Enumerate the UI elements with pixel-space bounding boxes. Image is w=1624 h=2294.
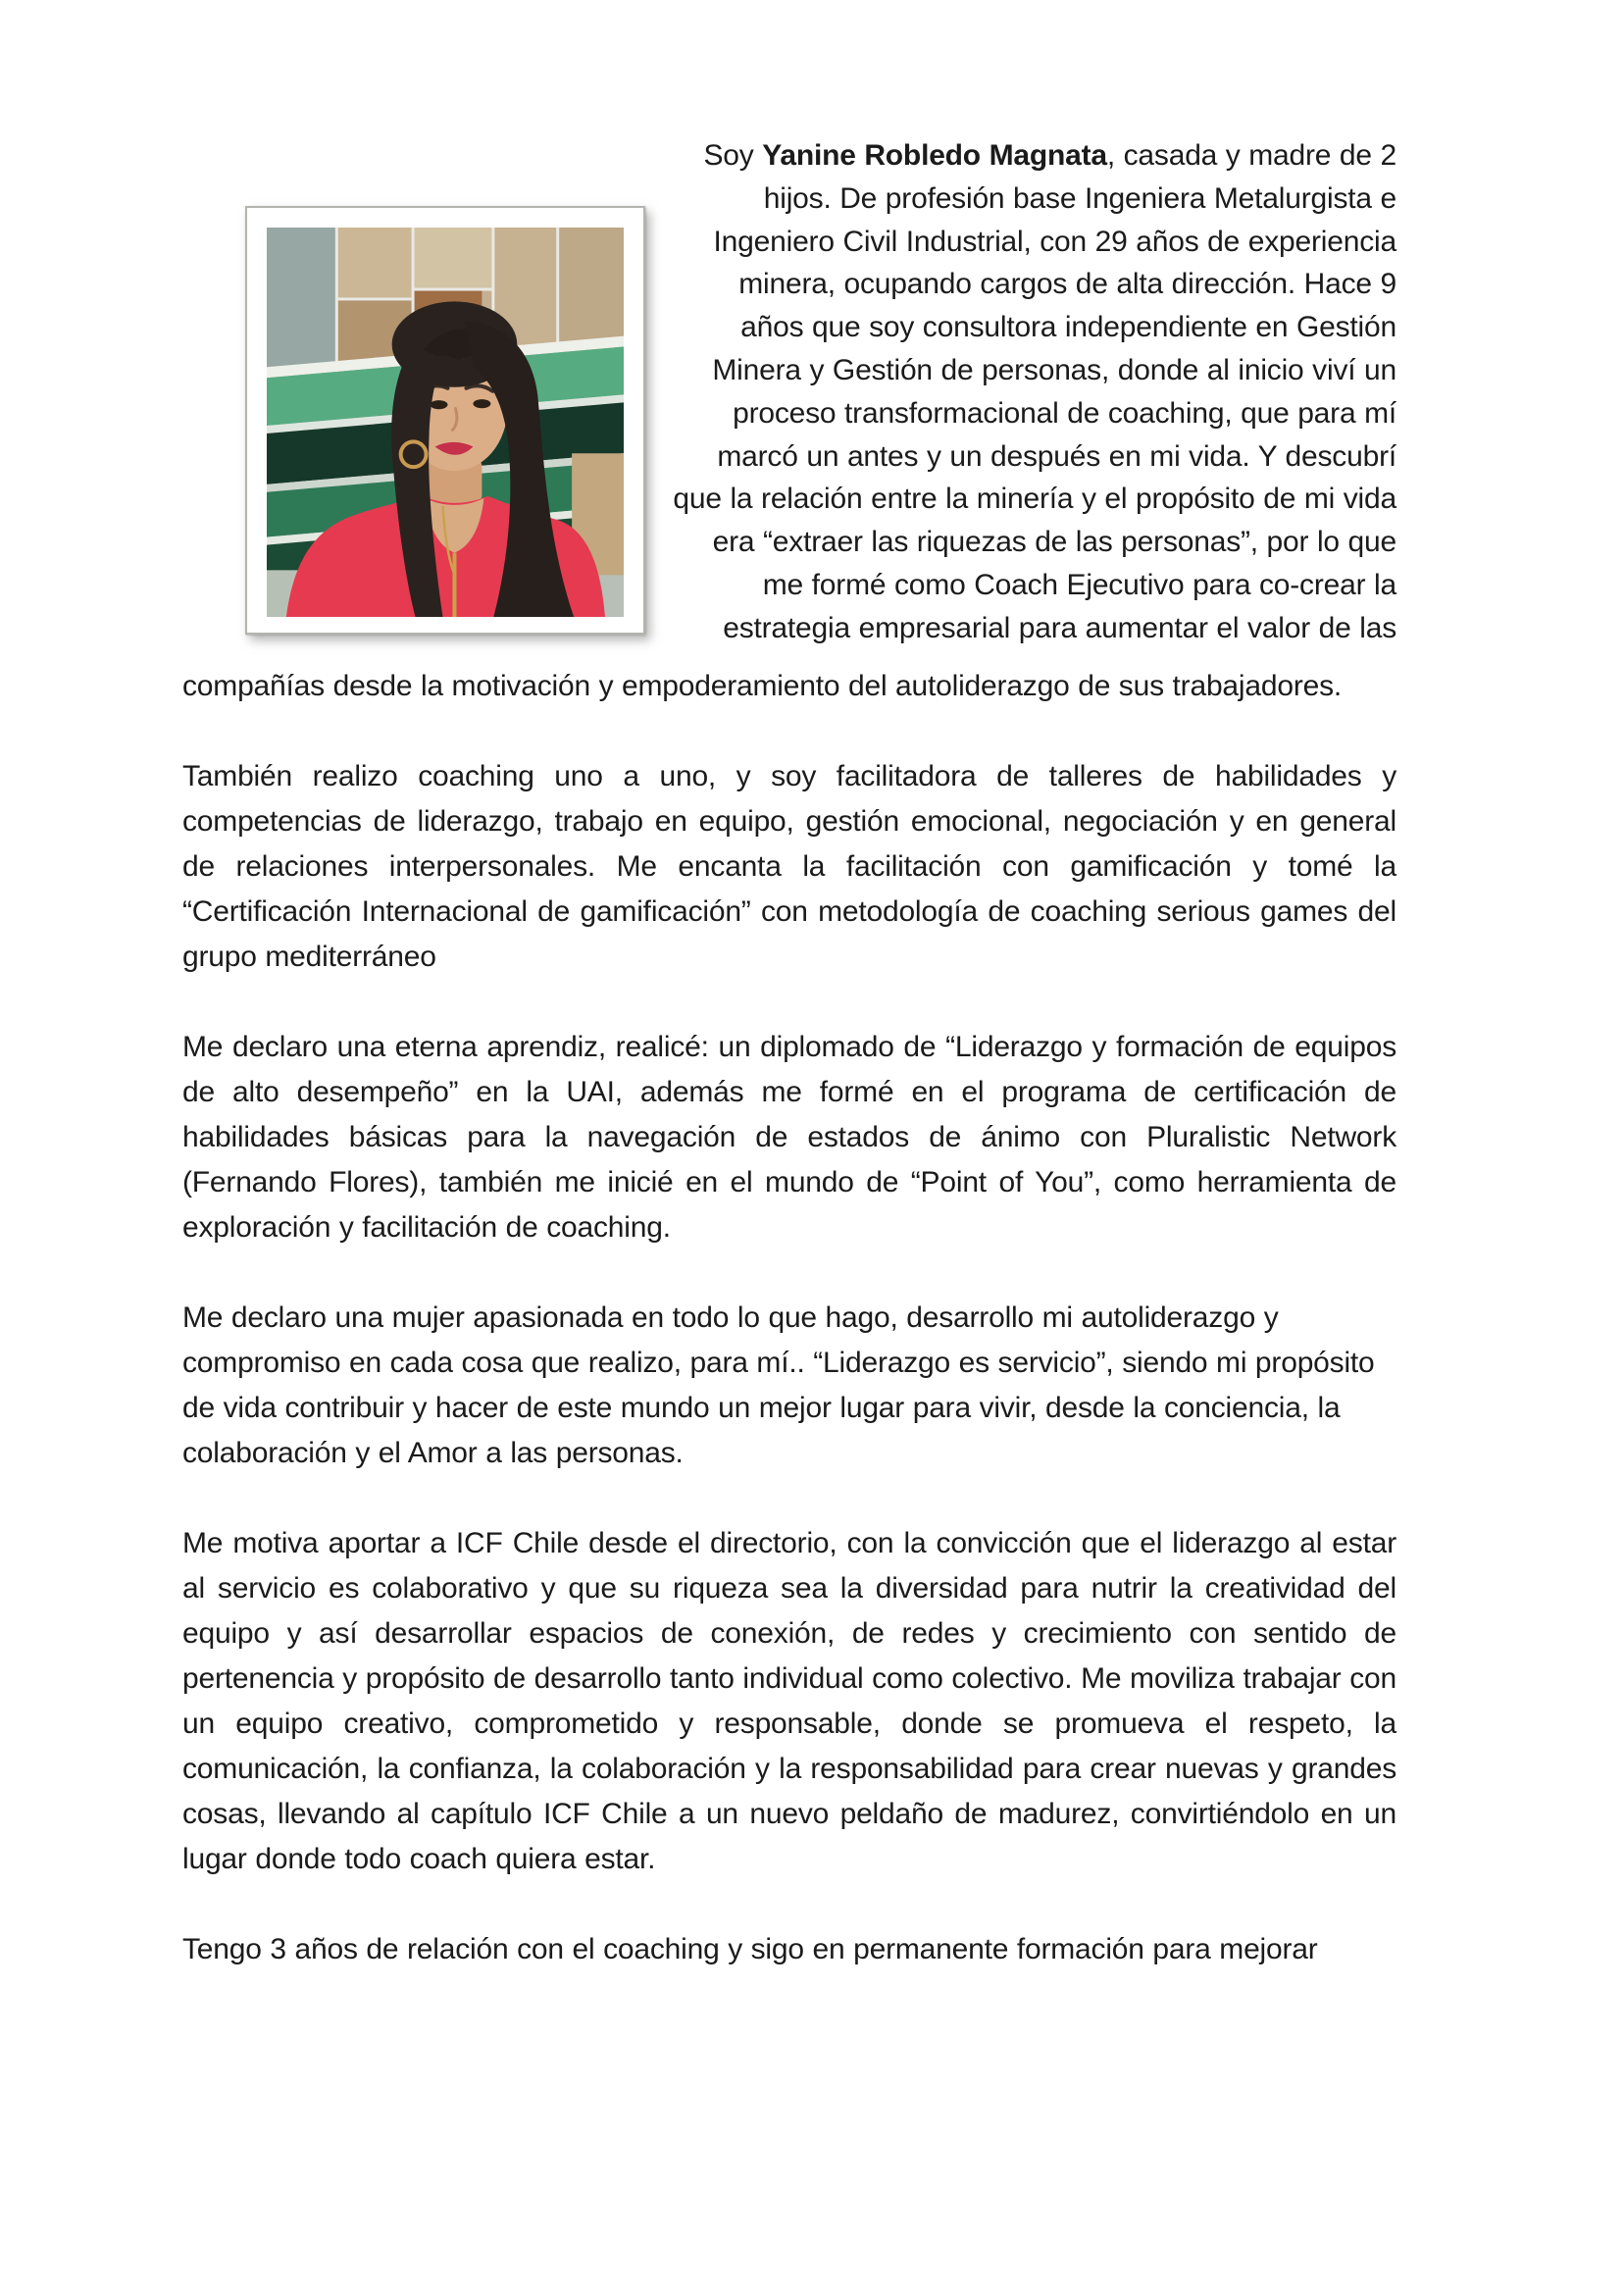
intro-paragraph bbox=[673, 134, 1396, 650]
document-content bbox=[182, 134, 1396, 1972]
bio-paragraph-icf-chile: Me motiva aportar a ICF Chile desde el directorio, con la convicción que el liderazgo al estar al servicio es colaborativo y que su riqueza sea la diversidad para nutrir la creatividad del equipo y así desarrollar espacios de conexión, de redes y crecimiento con sentido de pertenencia y propósito de desarrollo tanto individual como colectivo. Me moviliza trabajar con un equipo creativo, comprometido y responsable, donde se promueva el respeto, la comunicación, la confianza, la colaboración y la responsabilidad para crear nuevas y grandes cosas, llevando al capítulo ICF Chile a un nuevo peldaño de madurez, convirtiéndolo en un lugar donde todo coach quiera estar. bbox=[182, 1526, 1396, 1875]
portrait-photo-image bbox=[267, 228, 624, 617]
bio-paragraph-tengo-3-anos: Tengo 3 años de relación con el coaching y sigo en permanente formación para mejorar bbox=[182, 1932, 1318, 1965]
intro-continuation-paragraph: compañías desde la motivación y empoderamiento del autoliderazgo de sus trabajadores. bbox=[182, 669, 1343, 702]
left-eye bbox=[431, 400, 448, 409]
bio-paragraph-mujer-apasionada: Me declaro una mujer apasionada en todo lo que hago, desarrollo mi autoliderazgo y compromiso en cada cosa que realizo, para mí.. “Liderazgo es servicio”, siendo mi propósito de vida contribuir y hacer de este mundo un mejor lugar para vivir, desde la conciencia, la colaboración y el Amor a las personas. bbox=[182, 1300, 1375, 1469]
bio-paragraph-coaching-talleres: También realizo coaching uno a uno, y soy facilitadora de talleres de habilidades y competencias de liderazgo, trabajo en equipo, gestión emocional, negociación y en general de relaciones interpersonales. Me encanta la facilitación con gamificación y tomé la “Certificación Internacional de gamificación” con metodología de coaching serious games del grupo mediterráneo bbox=[182, 759, 1396, 973]
right-eye bbox=[473, 399, 490, 408]
profile-photo bbox=[267, 228, 624, 617]
intro-prefix: Soy bbox=[703, 139, 763, 172]
intro-body: , casada y madre de 2 hijos. De profesión base Ingeniera Metalurgista e Ingeniero Civil Industrial, con 29 años de experiencia minera, ocupando cargos de alta dirección. Hace 9 años que soy consultora independiente en Gestión Minera y Gestión de personas, donde al inicio viví un proceso transformacional de coaching, que para mí marcó un antes y un después en mi vida. Y descubrí que la relación entre la minería y el propósito de mi vida era “extraer las riquezas de las personas”, por lo que me formé como Coach Ejecutivo para co-crear la estrategia empresarial para aumentar el valor de las bbox=[673, 139, 1396, 644]
profile-photo-frame bbox=[245, 206, 645, 635]
intro-section bbox=[182, 134, 1396, 650]
person-name: Yanine Robledo Magnata bbox=[762, 139, 1107, 172]
photo-column bbox=[182, 134, 673, 650]
bio-paragraph-eterna-aprendiz: Me declaro una eterna aprendiz, realicé: un diplomado de “Liderazgo y formación de equipos de alto desempeño” en la UAI, además me formé en el programa de certificación de habilidades básicas para la navegación de estados de ánimo con Pluralistic Network (Fernando Flores), también me inicié en el mundo de “Point of You”, como herramienta de exploración y facilitación de coaching. bbox=[182, 1030, 1396, 1244]
